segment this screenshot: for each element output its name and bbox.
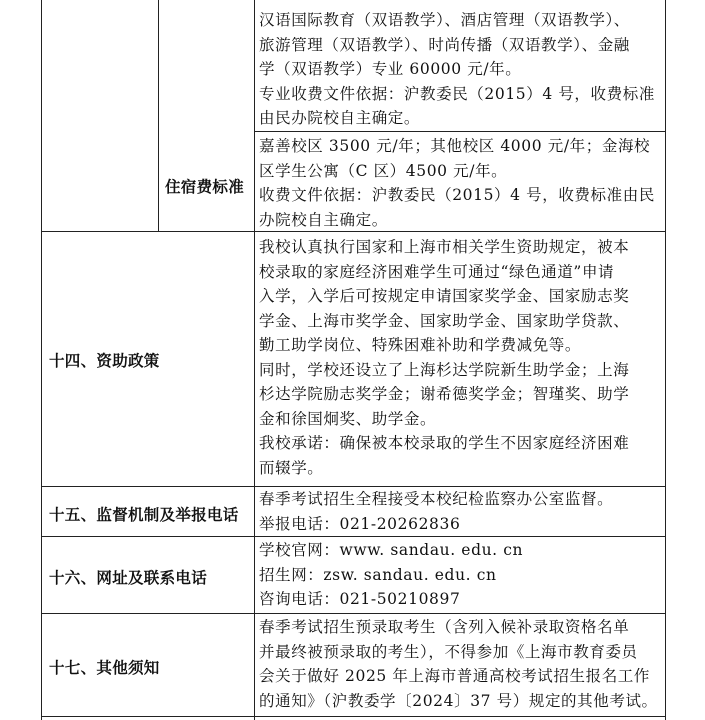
- text-line: 勤工助学岗位、特殊困难补助和学费减免等。: [259, 336, 582, 354]
- text-line: 专业收费文件依据：沪教委民（2015）4 号，收费标准: [259, 84, 655, 103]
- row-divider: [41, 613, 666, 614]
- table-border-divider: [254, 0, 255, 720]
- table-border-left: [41, 0, 42, 720]
- official-site-link[interactable]: 学校官网：www. sandau. edu. cn: [259, 541, 524, 559]
- text-line: 学金、上海市奖学金、国家助学金、国家助学贷款、: [259, 311, 630, 330]
- supervision-cell: [259, 487, 613, 536]
- tuition-cell: [259, 8, 655, 131]
- table-border-bottom: [41, 716, 666, 717]
- text-line: 办院校自主确定。: [259, 210, 388, 229]
- report-phone: 举报电话：021-20262836: [259, 514, 461, 533]
- admission-site-link[interactable]: 招生网：zsw. sandau. edu. cn: [259, 565, 497, 584]
- row-divider: [254, 131, 666, 132]
- consult-phone: 咨询电话：021-50210897: [259, 590, 461, 608]
- text-line: 的通知》（沪教委学〔2024〕37 号）规定的其他考试。: [259, 691, 658, 710]
- notes-label: 十七、其他须知: [49, 659, 160, 677]
- text-line: 杉达学院励志奖学金；谢希德奖学金；智瑾奖、助学: [259, 385, 630, 403]
- text-line: 春季考试招生全程接受本校纪检监察办公室监督。: [259, 490, 614, 508]
- table-border-right: [665, 0, 666, 720]
- text-line: 嘉善校区 3500 元/年；其他校区 4000 元/年；金海校: [259, 137, 651, 155]
- text-line: 区学生公寓（C 区）4500 元/年。: [259, 161, 508, 180]
- row-divider: [41, 536, 666, 537]
- text-line: 收费文件依据：沪教委民（2015）4 号，收费标准由民: [259, 186, 655, 204]
- text-line: 春季考试招生预录取考生（含列入候补录取资格名单: [259, 618, 630, 636]
- contact-label: 十六、网址及联系电话: [49, 569, 208, 587]
- aid-policy-cell: [259, 235, 629, 480]
- table-border-inner-left: [158, 0, 159, 231]
- text-line: 我校认真执行国家和上海市相关学生资助规定，被本: [259, 238, 630, 256]
- text-line: 由民办院校自主确定。: [259, 109, 421, 127]
- text-line: 校录取的家庭经济困难学生可通过“绿色通道”申请: [259, 262, 615, 281]
- dorm-fee-cell: [259, 134, 655, 232]
- text-line: 金和徐国炯奖、助学金。: [259, 409, 437, 428]
- dorm-fee-label: 住宿费标准: [165, 178, 245, 196]
- supervision-label: 十五、监督机制及举报电话: [49, 506, 239, 524]
- aid-policy-label: 十四、资助政策: [49, 352, 160, 370]
- text-line: 会关于做好 2025 年上海市普通高校考试招生报名工作: [259, 667, 651, 685]
- contact-cell: [259, 538, 523, 612]
- notes-cell: [259, 615, 658, 713]
- text-line: 旅游管理（双语教学）、时尚传播（双语教学）、金融: [259, 35, 630, 54]
- text-line: 我校承诺：确保被本校录取的学生不因家庭经济困难: [259, 434, 630, 452]
- text-line: 学（双语教学）专业 60000 元/年。: [259, 60, 522, 78]
- text-line: 入学，入学后可按规定申请国家奖学金、国家励志奖: [259, 287, 630, 305]
- text-line: 同时，学校还设立了上海杉达学院新生助学金；上海: [259, 360, 630, 379]
- text-line: 并最终被预录取的考生），不得参加《上海市教育委员: [259, 642, 638, 661]
- text-line: 而辍学。: [259, 458, 324, 477]
- text-line: 汉语国际教育（双语教学）、酒店管理（双语教学）、: [259, 11, 630, 29]
